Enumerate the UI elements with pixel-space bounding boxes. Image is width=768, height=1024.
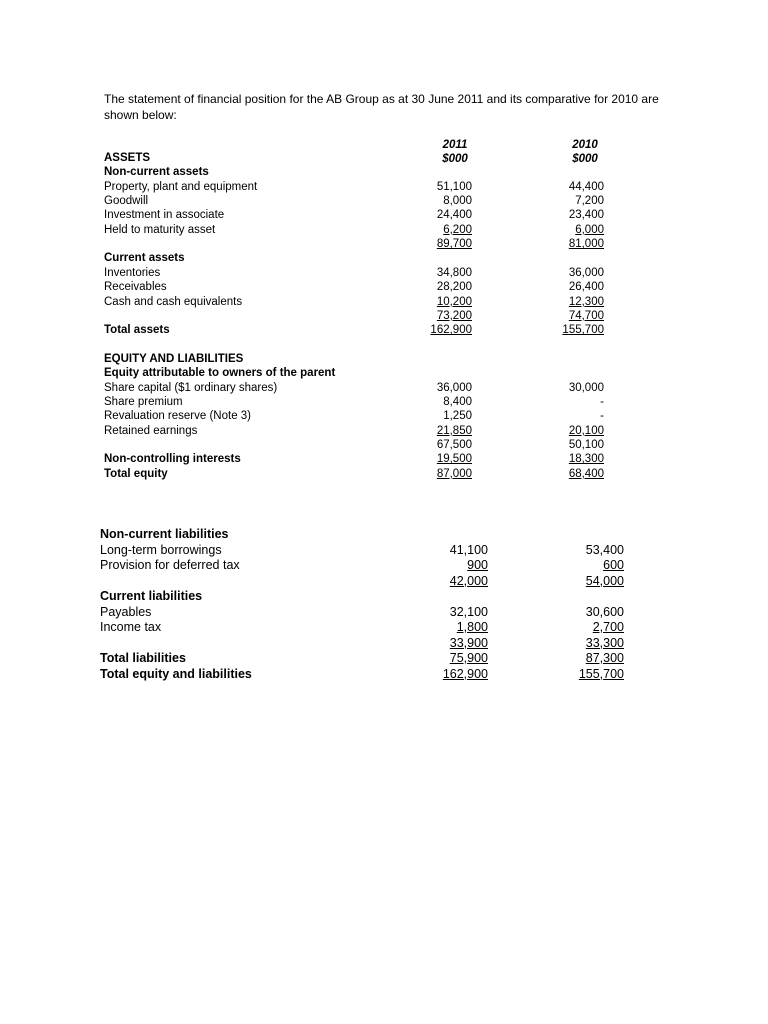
- statement-row: [104, 323, 624, 338]
- value-2010: 68,400: [568, 467, 604, 480]
- statement-row: [100, 635, 630, 651]
- value-2010: 18,300: [568, 453, 604, 466]
- statement-row: [100, 526, 630, 542]
- value-2010: 20,100: [568, 424, 604, 437]
- value-2010: 12,300: [568, 295, 604, 308]
- row-label: Share premium: [104, 395, 183, 408]
- statement-row: [100, 588, 630, 604]
- statement-row: [104, 194, 624, 209]
- row-label: Cash and cash equivalents: [104, 295, 243, 308]
- statement-row: [104, 266, 624, 281]
- row-label: Inventories: [104, 266, 161, 279]
- value-2010: 30,000: [568, 381, 604, 394]
- value-2010: 81,000: [568, 238, 604, 251]
- row-label: Current assets: [104, 252, 185, 265]
- value-2011: 32,100: [449, 604, 488, 619]
- row-label: Goodwill: [104, 195, 149, 208]
- row-label: Payables: [100, 604, 152, 619]
- value-2011: 89,700: [436, 238, 472, 251]
- statement-row: [100, 619, 630, 635]
- row-label: Receivables: [104, 281, 167, 294]
- statement-row: [100, 557, 630, 573]
- statement-row: [104, 295, 624, 310]
- statement-row: [104, 381, 624, 396]
- value-2010: 6,000: [575, 223, 604, 236]
- value-2010: 54,000: [585, 573, 624, 588]
- value-2010: 50,100: [568, 439, 604, 451]
- statement-row: [104, 366, 624, 381]
- value-2010: 600: [603, 558, 624, 572]
- value-2011: 900: [467, 558, 488, 572]
- value-2011: 28,200: [436, 281, 472, 294]
- value-2011: 10,200: [436, 295, 472, 308]
- row-label: Income tax: [100, 620, 162, 634]
- value-2011: 21,850: [436, 424, 472, 437]
- value-2010: 33,300: [585, 635, 624, 650]
- row-label: Equity attributable to owners of the parent: [104, 367, 336, 380]
- row-label: Revaluation reserve (Note 3): [104, 410, 252, 423]
- row-label: Share capital ($1 ordinary shares): [104, 381, 278, 394]
- value-2010: 23,400: [568, 209, 604, 222]
- row-label: Current liabilities: [100, 589, 203, 603]
- statement-row: [104, 237, 624, 252]
- row-label: Non-current liabilities: [100, 527, 229, 541]
- row-label: Provision for deferred tax: [100, 558, 240, 572]
- row-label: Held to maturity asset: [104, 223, 216, 236]
- statement-row: [104, 223, 624, 238]
- intro-text: The statement of financial position for the AB Group as at 30 June 2011 and its comparative for 2010 are shown below:: [104, 92, 659, 122]
- value-2010: 53,400: [585, 542, 624, 557]
- value-2011: 87,000: [436, 467, 472, 480]
- column-year-2010: 2010: [572, 139, 598, 151]
- value-2011: 36,000: [436, 381, 472, 394]
- statement-row: [104, 180, 624, 195]
- value-2010: -: [600, 410, 604, 423]
- value-2011: 6,200: [443, 223, 472, 236]
- value-2010: 2,700: [592, 620, 624, 634]
- value-2010: 36,000: [568, 266, 604, 279]
- value-2010: 74,700: [568, 309, 604, 322]
- value-2011: 8,000: [443, 195, 472, 208]
- statement-row: [104, 309, 624, 324]
- value-2010: 7,200: [575, 195, 604, 208]
- column-unit-2011: $000: [442, 153, 468, 165]
- value-2011: 1,250: [443, 410, 472, 423]
- row-label: Non-current assets: [104, 166, 209, 179]
- value-2011: 33,900: [449, 635, 488, 650]
- statement-row: [100, 542, 630, 558]
- value-2011: 67,500: [436, 439, 472, 451]
- column-year-2011: 2011: [442, 139, 468, 151]
- statement-row: [104, 165, 624, 180]
- statement-row: [104, 438, 624, 453]
- statement-row: [100, 573, 630, 589]
- value-2010: 155,700: [562, 324, 604, 337]
- value-2011: 34,800: [436, 266, 472, 279]
- value-2011: 24,400: [436, 209, 472, 222]
- statement-row: [104, 208, 624, 223]
- statement-row: [100, 650, 630, 666]
- value-2010: 155,700: [578, 666, 624, 681]
- value-2011: 51,100: [436, 180, 472, 193]
- row-label: Property, plant and equipment: [104, 180, 258, 193]
- statement-row: [104, 452, 624, 467]
- row-label: Total liabilities: [100, 651, 186, 665]
- statement-row: [104, 395, 624, 410]
- value-2011: 19,500: [436, 453, 472, 466]
- row-label: Total equity and liabilities: [100, 666, 252, 681]
- statement-row: [104, 424, 624, 439]
- row-label: Retained earnings: [104, 424, 198, 437]
- statement-row: [104, 352, 624, 367]
- value-2011: 8,400: [443, 395, 472, 408]
- row-label: ASSETS: [104, 152, 151, 164]
- row-label: Long-term borrowings: [100, 542, 222, 557]
- value-2011: 73,200: [436, 309, 472, 322]
- statement-row: [104, 467, 624, 482]
- statement-row: [104, 280, 624, 295]
- row-label: EQUITY AND LIABILITIES: [104, 352, 244, 365]
- statement-row: [104, 251, 624, 266]
- row-label: Non-controlling interests: [104, 453, 241, 466]
- value-2011: 162,900: [442, 666, 488, 681]
- row-label: Total assets: [104, 324, 170, 337]
- row-label: Total equity: [104, 467, 168, 480]
- value-2010: 30,600: [585, 604, 624, 619]
- value-2011: 162,900: [430, 324, 472, 337]
- value-2010: 26,400: [568, 281, 604, 294]
- statement-row: [104, 338, 624, 353]
- statement-row: [100, 666, 630, 682]
- value-2011: 42,000: [449, 573, 488, 588]
- value-2011: 1,800: [456, 620, 488, 634]
- value-2011: 41,100: [449, 542, 488, 557]
- statement-row: [104, 409, 624, 424]
- value-2010: 44,400: [568, 180, 604, 193]
- value-2010: 87,300: [585, 651, 624, 665]
- statement-row: [104, 151, 624, 166]
- statement-row: [100, 604, 630, 620]
- value-2011: 75,900: [449, 651, 488, 665]
- row-label: Investment in associate: [104, 209, 225, 222]
- column-unit-2010: $000: [572, 153, 598, 165]
- value-2010: -: [600, 395, 604, 408]
